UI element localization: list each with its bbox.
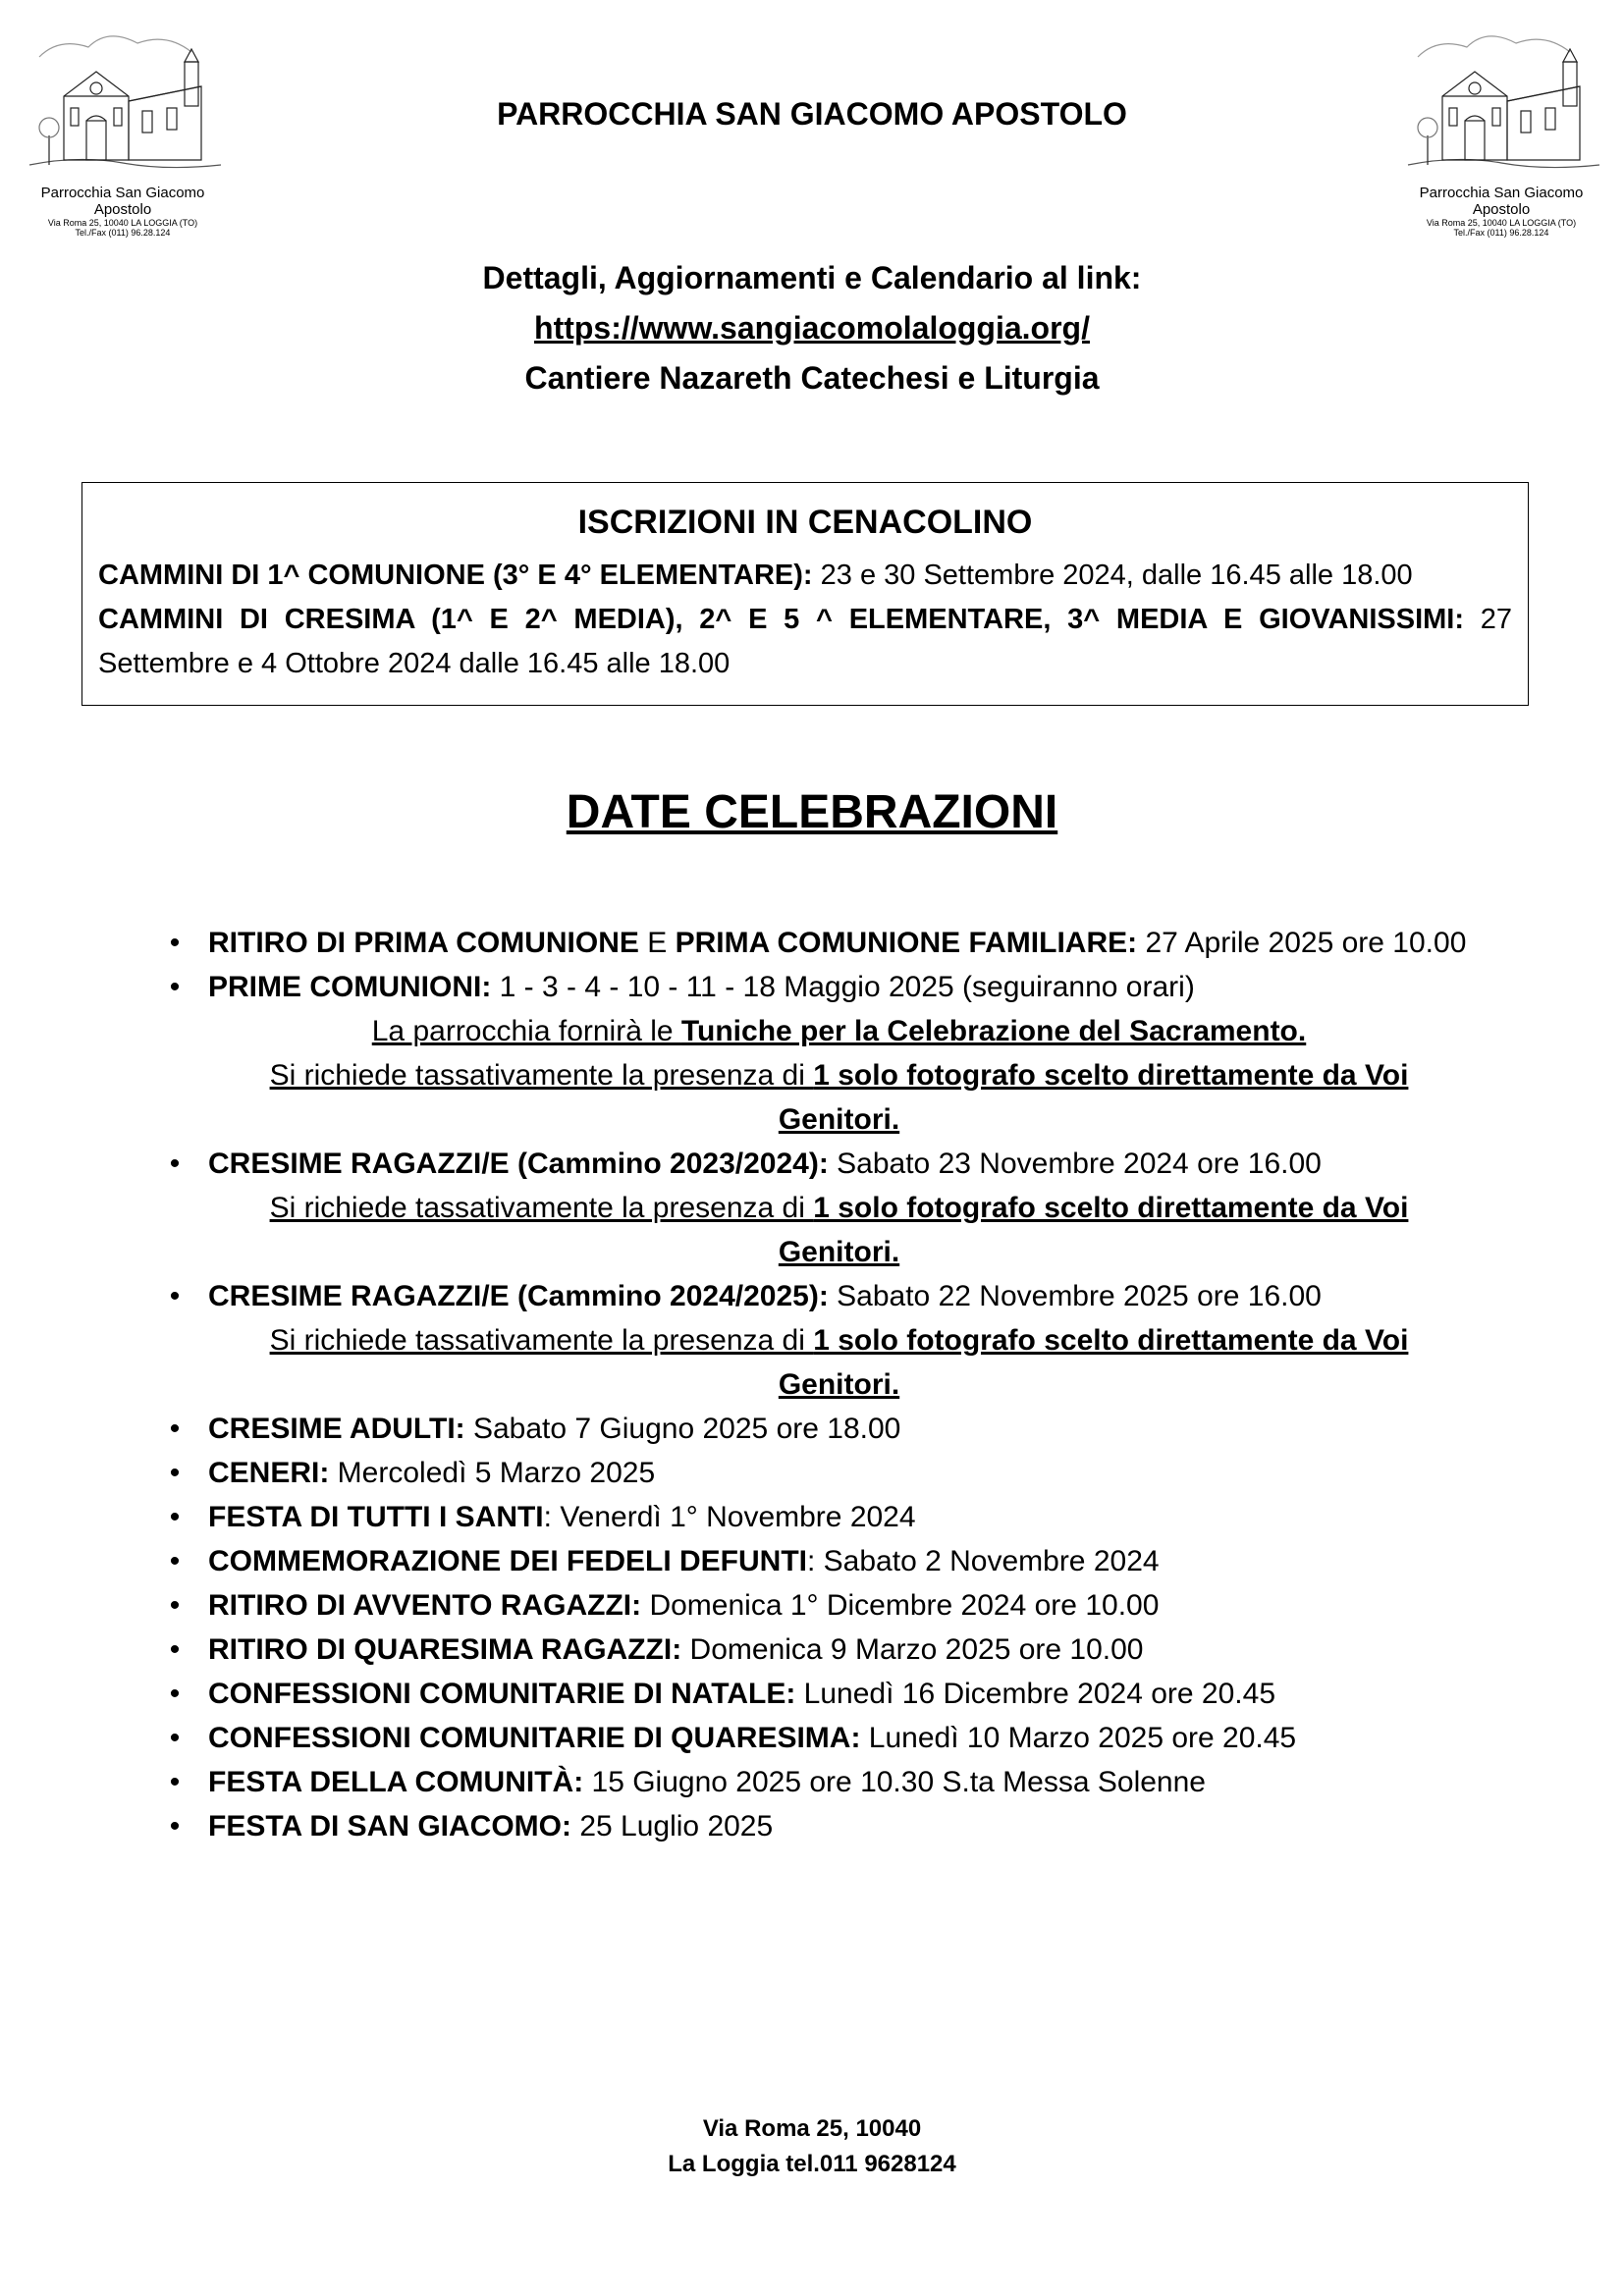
registration-row xyxy=(98,598,1512,686)
note-text: Si richiede tassativamente la presenza di xyxy=(269,1192,814,1224)
photographer-note xyxy=(208,1186,1470,1274)
list-item xyxy=(169,1274,1470,1407)
item-text: Sabato 7 Giugno 2025 ore 18.00 xyxy=(464,1413,901,1445)
registration-box xyxy=(81,482,1529,706)
item-label: CRESIME ADULTI: xyxy=(208,1413,465,1445)
item-label: CRESIME RAGAZZI/E (Cammino 2023/2024): xyxy=(208,1148,829,1180)
item-text: Domenica 1° Dicembre 2024 ore 10.00 xyxy=(641,1589,1160,1622)
item-text: Sabato 23 Novembre 2024 ore 16.00 xyxy=(828,1148,1322,1180)
item-text: Mercoledì 5 Marzo 2025 xyxy=(329,1457,656,1489)
registration-label: CAMMINI DI CRESIMA (1^ E 2^ MEDIA), 2^ E 5 ^ ELEMENTARE, 3^ MEDIA E GIOVANISSIMI: xyxy=(98,604,1464,635)
bullet-icon: • xyxy=(169,1148,181,1180)
list-item xyxy=(169,1539,1470,1583)
info-block xyxy=(0,253,1624,403)
registration-title: ISCRIZIONI IN CENACOLINO xyxy=(577,504,1033,541)
registration-label: CAMMINI DI 1^ COMUNIONE (3° E 4° ELEMENTARE): xyxy=(98,560,813,591)
registration-row xyxy=(98,554,1512,598)
note-emphasis: 1 solo fotografo scelto direttamente da Voi Genitori. xyxy=(778,1324,1409,1401)
bullet-icon: • xyxy=(169,971,181,1003)
item-label: RITIRO DI PRIMA COMUNIONE xyxy=(208,927,639,959)
item-label: CENERI: xyxy=(208,1457,330,1489)
tunic-note xyxy=(208,1009,1470,1053)
list-item xyxy=(169,1804,1470,1848)
list-item xyxy=(169,1583,1470,1628)
bullet-icon: • xyxy=(169,1722,181,1754)
photographer-note xyxy=(208,1053,1470,1142)
registration-text xyxy=(82,554,1528,686)
section-title: DATE CELEBRAZIONI xyxy=(566,786,1058,838)
list-item xyxy=(169,1451,1470,1495)
list-item xyxy=(169,1628,1470,1672)
bullet-icon: • xyxy=(169,1457,181,1489)
list-item xyxy=(169,1142,1470,1274)
note-text: Si richiede tassativamente la presenza di xyxy=(269,1059,814,1092)
bullet-icon: • xyxy=(169,1545,181,1577)
bullet-icon: • xyxy=(169,1678,181,1710)
bullet-icon: • xyxy=(169,1413,181,1445)
item-label: RITIRO DI AVVENTO RAGAZZI: xyxy=(208,1589,642,1622)
list-item xyxy=(169,1407,1470,1451)
item-label: CONFESSIONI COMUNITARIE DI NATALE: xyxy=(208,1678,796,1710)
celebration-list xyxy=(169,921,1470,1848)
website-link[interactable]: https://www.sangiacomolaloggia.org/ xyxy=(534,310,1090,346)
item-text: 1 - 3 - 4 - 10 - 11 - 18 Maggio 2025 (seguiranno orari) xyxy=(491,971,1195,1003)
footer-address xyxy=(0,2111,1624,2182)
item-text: Domenica 9 Marzo 2025 ore 10.00 xyxy=(681,1633,1144,1666)
logo-caption: Parrocchia San Giacomo Apostolo Via Roma 25, 10040 LA LOGGIA (TO) Tel./Fax (011) 96.28.124 xyxy=(1419,185,1584,238)
photographer-note xyxy=(208,1318,1470,1407)
bullet-icon: • xyxy=(169,1766,181,1798)
footer-line: Via Roma 25, 10040 xyxy=(702,2115,922,2142)
item-label: CONFESSIONI COMUNITARIE DI QUARESIMA: xyxy=(208,1722,861,1754)
bullet-icon: • xyxy=(169,1633,181,1666)
item-text: : Venerdì 1° Novembre 2024 xyxy=(543,1501,916,1533)
list-item xyxy=(169,1716,1470,1760)
item-label: PRIME COMUNIONI: xyxy=(208,971,492,1003)
list-item xyxy=(169,965,1470,1142)
item-text: 15 Giugno 2025 ore 10.30 S.ta Messa Solenne xyxy=(583,1766,1206,1798)
item-text: 25 Luglio 2025 xyxy=(571,1810,774,1842)
item-label: CRESIME RAGAZZI/E (Cammino 2024/2025): xyxy=(208,1280,829,1312)
item-text: : Sabato 2 Novembre 2024 xyxy=(807,1545,1160,1577)
note-emphasis: 1 solo fotografo scelto direttamente da Voi Genitori. xyxy=(778,1059,1409,1136)
registration-dates: 23 e 30 Settembre 2024, dalle 16.45 alle 18.00 xyxy=(812,560,1413,591)
bullet-icon: • xyxy=(169,927,181,959)
item-text: E xyxy=(638,927,676,959)
item-label: RITIRO DI QUARESIMA RAGAZZI: xyxy=(208,1633,682,1666)
note-text: Si richiede tassativamente la presenza di xyxy=(269,1324,814,1357)
list-item xyxy=(169,1760,1470,1804)
bullet-icon: • xyxy=(169,1280,181,1312)
item-label: FESTA DI TUTTI I SANTI xyxy=(208,1501,544,1533)
registration-dates: 27 Settembre e 4 Ottobre 2024 dalle 16.45 alle 18.00 xyxy=(98,604,1512,679)
item-text: 27 Aprile 2025 ore 10.00 xyxy=(1137,927,1467,959)
info-line: Cantiere Nazareth Catechesi e Liturgia xyxy=(524,360,1100,396)
item-label: COMMEMORAZIONE DEI FEDELI DEFUNTI xyxy=(208,1545,807,1577)
bullet-icon: • xyxy=(169,1589,181,1622)
parish-title: PARROCCHIA SAN GIACOMO APOSTOLO xyxy=(497,96,1127,132)
item-label: PRIMA COMUNIONE FAMILIARE: xyxy=(675,927,1138,959)
note-emphasis: 1 solo fotografo scelto direttamente da Voi Genitori. xyxy=(778,1192,1409,1268)
info-line: Dettagli, Aggiornamenti e Calendario al link: xyxy=(482,260,1142,295)
item-text: Lunedì 10 Marzo 2025 ore 20.45 xyxy=(860,1722,1297,1754)
item-label: FESTA DELLA COMUNITÀ: xyxy=(208,1766,584,1798)
logo-caption: Parrocchia San Giacomo Apostolo Via Roma 25, 10040 LA LOGGIA (TO) Tel./Fax (011) 96.28.124 xyxy=(40,185,205,238)
note-text: La parrocchia fornirà le xyxy=(371,1015,681,1047)
bullet-icon: • xyxy=(169,1810,181,1842)
item-label: FESTA DI SAN GIACOMO: xyxy=(208,1810,571,1842)
bullet-icon: • xyxy=(169,1501,181,1533)
list-item xyxy=(169,1672,1470,1716)
item-text: Sabato 22 Novembre 2025 ore 16.00 xyxy=(828,1280,1322,1312)
item-text: Lunedì 16 Dicembre 2024 ore 20.45 xyxy=(795,1678,1275,1710)
footer-line: La Loggia tel.011 9628124 xyxy=(668,2151,956,2177)
note-emphasis: Tuniche per la Celebrazione del Sacramento. xyxy=(680,1015,1307,1047)
list-item xyxy=(169,921,1470,965)
list-item xyxy=(169,1495,1470,1539)
